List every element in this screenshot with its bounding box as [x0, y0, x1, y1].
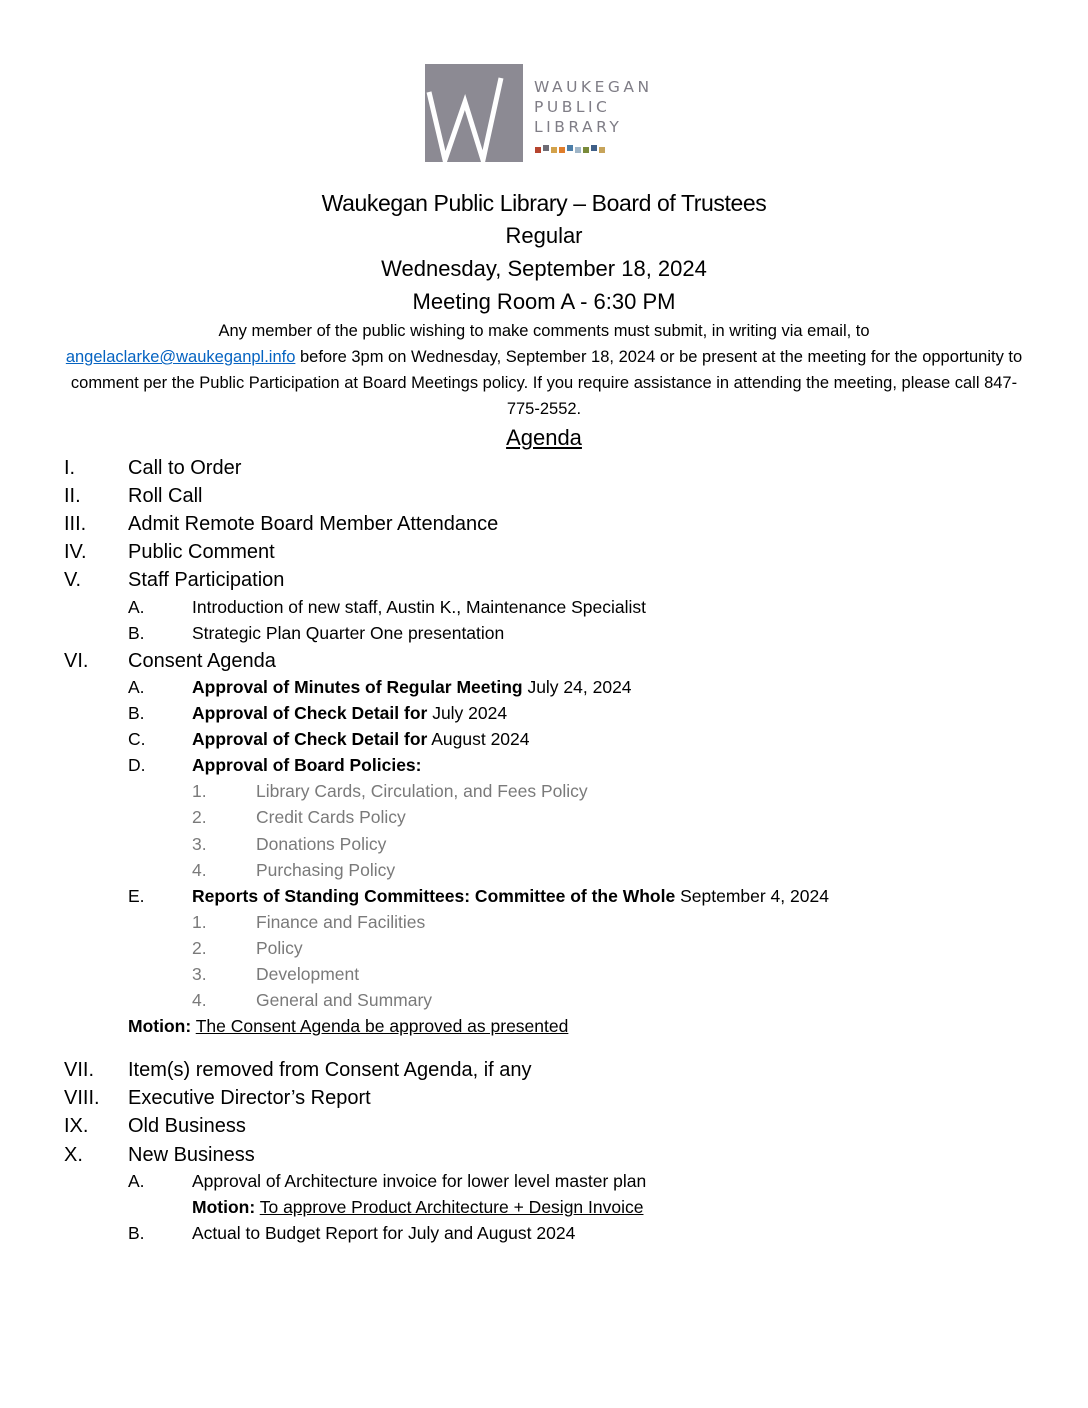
- committee-label: General and Summary: [256, 990, 433, 1010]
- logo-color-dots: [535, 145, 607, 155]
- meeting-date: Wednesday, September 18, 2024: [381, 256, 707, 281]
- policy-number: 2.: [192, 807, 207, 827]
- logo-dot: [559, 147, 565, 153]
- logo-line-2: PUBLIC: [534, 98, 611, 116]
- logo-w-mark: [425, 64, 523, 162]
- library-logo: [425, 64, 675, 164]
- item-number: IX.: [64, 1115, 89, 1137]
- committee-number: 2.: [192, 938, 207, 958]
- item-label: Roll Call: [128, 485, 203, 507]
- item-number: III.: [64, 513, 87, 535]
- motion-label: Motion:: [192, 1197, 256, 1217]
- logo-dot: [575, 147, 581, 153]
- logo-wordmark: [534, 77, 653, 137]
- subitem-bold-label: Approval of Check Detail for: [192, 729, 428, 749]
- subitem-letter: B.: [128, 623, 145, 643]
- item-number: II.: [64, 485, 81, 507]
- policy-label: Library Cards, Circulation, and Fees Policy: [256, 781, 588, 801]
- subitem-letter: E.: [128, 886, 145, 906]
- policy-label: Donations Policy: [256, 834, 387, 854]
- notice-text-after: before 3pm on Wednesday, September 18, 2024 or be present at the meeting for the opportunity to comment per the Public Participation at Board Meetings policy. If you require assistance in attending the meeting, please call 847-775-2552.: [70, 348, 1023, 418]
- item-number: VII.: [64, 1059, 95, 1081]
- item-label: Old Business: [128, 1115, 246, 1137]
- logo-dot: [535, 147, 541, 153]
- logo-dot: [551, 147, 557, 153]
- subitem-letter: A.: [128, 597, 145, 617]
- consent-agenda-motion: [128, 1014, 568, 1038]
- item-number: VIII.: [64, 1087, 100, 1109]
- subitem-bold-label: Approval of Check Detail for: [192, 703, 428, 723]
- subitem-letter: C.: [128, 729, 146, 749]
- logo-line-1: WAUKEGAN: [534, 78, 653, 96]
- subitem-bold-label: Approval of Board Policies:: [192, 755, 422, 775]
- subitem-letter: A.: [128, 1171, 145, 1191]
- notice-text-before: Any member of the public wishing to make comments must submit, in writing via email, to: [218, 322, 870, 340]
- subitem-detail: July 2024: [427, 703, 508, 723]
- motion-text: To approve Product Architecture + Design Invoice: [259, 1197, 644, 1217]
- subitem-letter: B.: [128, 1223, 145, 1243]
- contact-email-link[interactable]: angelaclarke@waukeganpl.info: [65, 348, 296, 366]
- meeting-type: Regular: [505, 223, 583, 248]
- subitem-detail: August 2024: [427, 729, 530, 749]
- policy-number: 3.: [192, 834, 207, 854]
- policy-number: 1.: [192, 781, 207, 801]
- item-label: Admit Remote Board Member Attendance: [128, 513, 499, 535]
- item-label: Item(s) removed from Consent Agenda, if any: [128, 1059, 532, 1081]
- public-comment-notice: [60, 318, 1028, 422]
- subitem-letter: A.: [128, 677, 145, 697]
- policy-label: Purchasing Policy: [256, 860, 396, 880]
- logo-dot: [543, 145, 549, 151]
- item-label: Executive Director’s Report: [128, 1087, 371, 1109]
- logo-dot: [599, 147, 605, 153]
- architecture-invoice-motion: [192, 1195, 643, 1219]
- logo-line-3: LIBRARY: [534, 118, 623, 136]
- subitem-label: Actual to Budget Report for July and August 2024: [192, 1223, 576, 1243]
- item-label: New Business: [128, 1144, 255, 1166]
- committee-number: 1.: [192, 912, 207, 932]
- subitem-letter: B.: [128, 703, 145, 723]
- subitem-label: Introduction of new staff, Austin K., Maintenance Specialist: [192, 597, 646, 617]
- item-number: V.: [64, 569, 82, 591]
- logo-dot: [583, 147, 589, 153]
- committee-label: Policy: [256, 938, 303, 958]
- item-label: Consent Agenda: [128, 650, 276, 672]
- logo-dot: [591, 145, 597, 151]
- motion-text: The Consent Agenda be approved as presented: [195, 1016, 569, 1036]
- item-label: Call to Order: [128, 457, 242, 479]
- item-number: X.: [64, 1144, 83, 1166]
- policy-number: 4.: [192, 860, 207, 880]
- item-label: Public Comment: [128, 541, 275, 563]
- item-number: IV.: [64, 541, 87, 563]
- logo-dot: [567, 145, 573, 151]
- motion-label: Motion:: [128, 1016, 192, 1036]
- policy-label: Credit Cards Policy: [256, 807, 406, 827]
- subitem-bold-label: Reports of Standing Committees: Committee of the Whole: [192, 886, 676, 906]
- subitem-label: Strategic Plan Quarter One presentation: [192, 623, 505, 643]
- subitem-letter: D.: [128, 755, 146, 775]
- subitem-detail: September 4, 2024: [675, 886, 829, 906]
- item-label: Staff Participation: [128, 569, 285, 591]
- document-title: Waukegan Public Library – Board of Trustees: [321, 190, 767, 216]
- committee-number: 4.: [192, 990, 207, 1010]
- subitem-bold-label: Approval of Minutes of Regular Meeting: [192, 677, 523, 697]
- committee-number: 3.: [192, 964, 207, 984]
- meeting-location-time: Meeting Room A - 6:30 PM: [412, 289, 676, 314]
- agenda-heading: Agenda: [506, 425, 582, 450]
- committee-label: Development: [256, 964, 360, 984]
- subitem-label: Approval of Architecture invoice for lower level master plan: [192, 1171, 647, 1191]
- item-number: I.: [64, 457, 76, 479]
- item-number: VI.: [64, 650, 89, 672]
- committee-label: Finance and Facilities: [256, 912, 426, 932]
- subitem-detail: July 24, 2024: [522, 677, 632, 697]
